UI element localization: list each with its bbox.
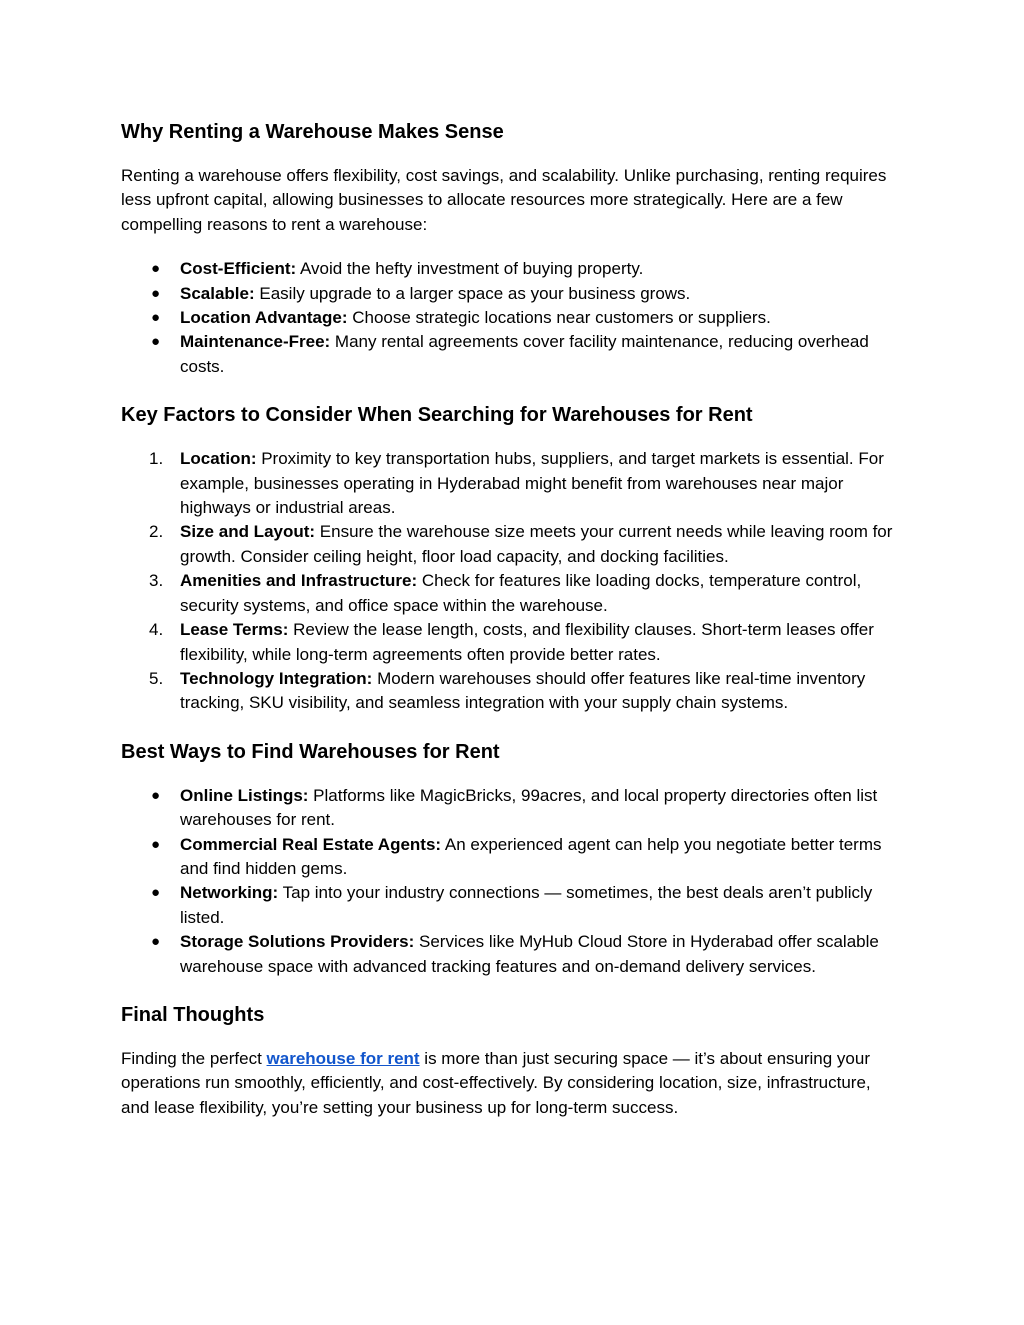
- list-item-label: Networking:: [180, 883, 279, 903]
- best-ways-list: [121, 784, 900, 979]
- list-item-text: Platforms like MagicBricks, 99acres, and local property directories often list warehouses for rent.: [180, 785, 878, 830]
- list-number: 1.: [149, 449, 164, 469]
- list-item-label: Maintenance-Free:: [180, 332, 331, 352]
- list-number: 5.: [149, 668, 164, 688]
- list-item: [121, 330, 900, 379]
- list-item-text: Many rental agreements cover facility maintenance, reducing overhead costs.: [180, 332, 869, 376]
- list-item-text: Easily upgrade to a larger space as your business grows.: [254, 283, 691, 303]
- list-number: 2.: [149, 522, 164, 542]
- list-item: [121, 784, 900, 833]
- list-item-label: Storage Solutions Providers:: [180, 932, 415, 952]
- list-item-text: An experienced agent can help you negotiate better terms and find hidden gems.: [180, 834, 882, 878]
- list-item-text: Avoid the hefty investment of buying property.: [296, 259, 644, 279]
- why-rent-list: [121, 257, 900, 379]
- final-thoughts-paragraph: [121, 1047, 900, 1120]
- section-heading-best-ways: Best Ways to Find Warehouses for Rent: [121, 740, 500, 763]
- section-heading-key-factors: Key Factors to Consider When Searching for Warehouses for Rent: [121, 404, 753, 427]
- list-item-label: Commercial Real Estate Agents:: [180, 834, 442, 854]
- list-item-text: Choose strategic locations near customers or suppliers.: [347, 308, 771, 328]
- final-text-before-link: Finding the perfect: [121, 1048, 267, 1068]
- list-item-text: Check for features like loading docks, temperature control, security systems, and office space within the warehouse.: [180, 571, 862, 615]
- warehouse-for-rent-link[interactable]: warehouse for rent: [266, 1048, 420, 1068]
- list-number: 4.: [149, 620, 164, 640]
- list-item: [121, 306, 900, 330]
- list-item: [121, 520, 900, 569]
- list-item-label: Amenities and Infrastructure:: [180, 571, 418, 591]
- list-item: [121, 618, 900, 667]
- list-item: [121, 447, 900, 520]
- bullet-icon: ●: [151, 835, 161, 853]
- key-factors-list: [121, 447, 900, 715]
- section-heading-why-rent: Why Renting a Warehouse Makes Sense: [121, 121, 504, 143]
- list-number: 3.: [149, 571, 164, 591]
- list-item-text: Proximity to key transportation hubs, suppliers, and target markets is essential. For example, businesses operating in Hyderabad might benefit from warehouses near major highways or industrial areas.: [180, 449, 884, 518]
- bullet-icon: ●: [151, 309, 161, 327]
- final-text-after-link: is more than just securing space — it’s about ensuring your operations run smoothly, efficiently, and cost-effectively. By considering location, size, infrastructure, and lease flexibility, you’re setting your business up for long-term success.: [121, 1048, 871, 1117]
- list-item: [121, 667, 900, 716]
- list-item: [121, 569, 900, 618]
- bullet-icon: ●: [151, 786, 161, 804]
- why-rent-intro: Renting a warehouse offers flexibility, cost savings, and scalability. Unlike purchasing, renting requires less upfront capital, allowing businesses to allocate resources more strategically. Here are a few compelling reasons to rent a warehouse:: [121, 166, 887, 234]
- list-item: [121, 282, 900, 306]
- list-item-label: Scalable:: [180, 283, 255, 303]
- bullet-icon: ●: [151, 333, 161, 351]
- list-item-label: Online Listings:: [180, 785, 309, 805]
- bullet-icon: ●: [151, 284, 161, 302]
- section-heading-final-thoughts: Final Thoughts: [121, 1003, 265, 1026]
- list-item-label: Technology Integration:: [180, 668, 373, 688]
- list-item-text: Tap into your industry connections — sometimes, the best deals aren’t publicly listed.: [180, 883, 873, 927]
- list-item: [121, 257, 900, 281]
- list-item-text: Ensure the warehouse size meets your current needs while leaving room for growth. Consider ceiling height, floor load capacity, and docking facilities.: [180, 522, 893, 566]
- list-item: [121, 881, 900, 930]
- list-item-label: Size and Layout:: [180, 522, 316, 542]
- list-item-label: Location Advantage:: [180, 308, 348, 328]
- list-item-text: Review the lease length, costs, and flexibility clauses. Short-term leases offer flexibility, while long-term agreements often provide better rates.: [180, 620, 874, 664]
- list-item-label: Cost-Efficient:: [180, 259, 297, 279]
- bullet-icon: ●: [151, 884, 161, 902]
- list-item-label: Lease Terms:: [180, 620, 289, 640]
- list-item-label: Location:: [180, 449, 257, 469]
- list-item-text: Modern warehouses should offer features like real-time inventory tracking, SKU visibility, and seamless integration with your supply chain systems.: [180, 668, 866, 713]
- bullet-icon: ●: [151, 933, 161, 951]
- list-item: [121, 930, 900, 979]
- bullet-icon: ●: [151, 260, 161, 278]
- list-item-text: Services like MyHub Cloud Store in Hyderabad offer scalable warehouse space with advanced tracking features and on-demand delivery services.: [180, 932, 879, 976]
- list-item: [121, 833, 900, 882]
